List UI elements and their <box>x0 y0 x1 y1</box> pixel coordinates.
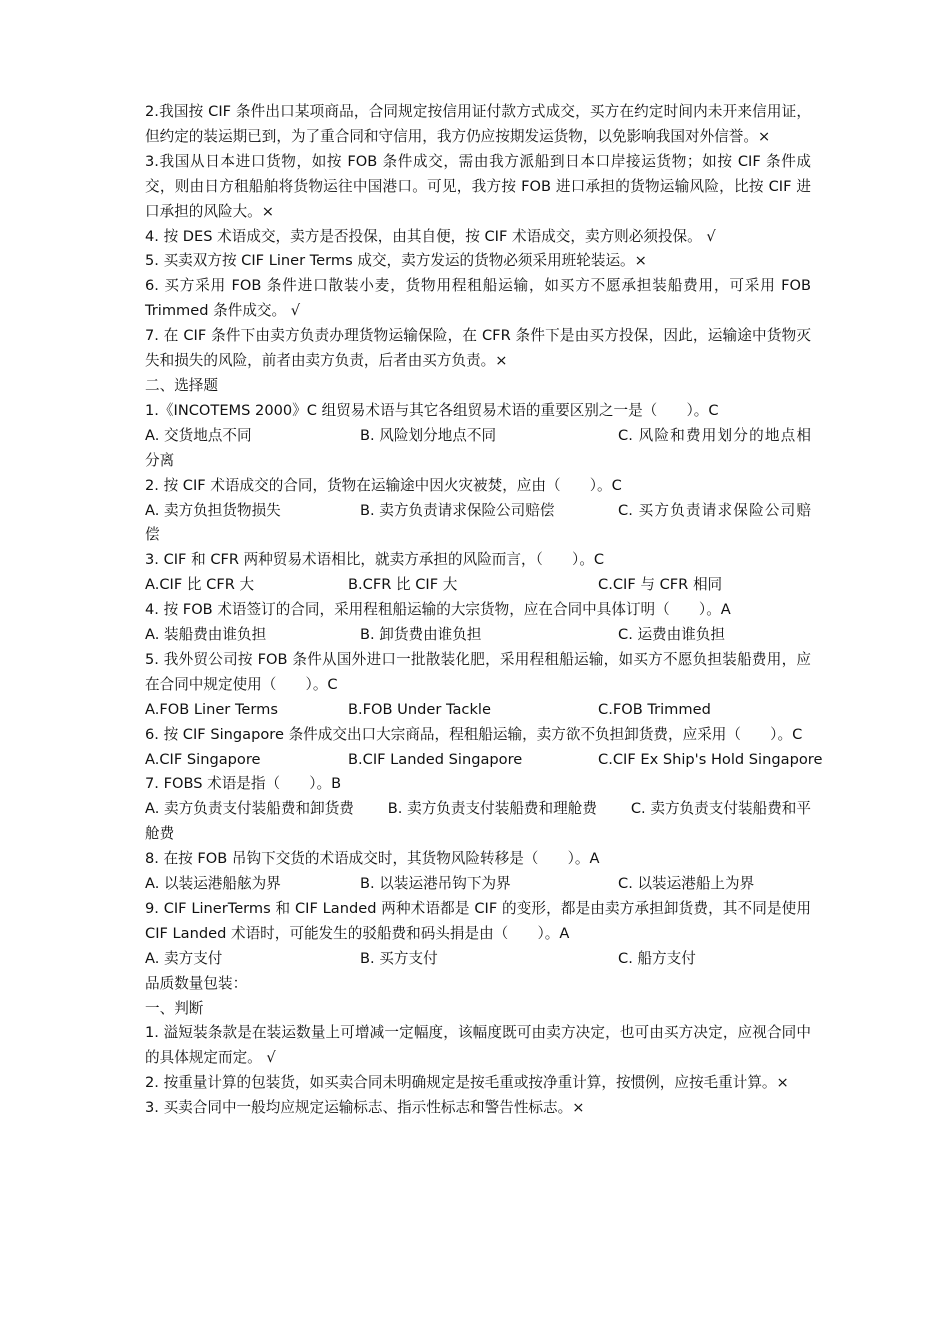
choice-question-3: 3. CIF 和 CFR 两种贸易术语相比，就卖方承担的风险而言，（ ）。C <box>145 551 605 569</box>
choice-options-5 <box>145 698 811 723</box>
choice-option: A. 装船费由谁负担 <box>145 626 267 644</box>
choice-options-8 <box>145 872 811 897</box>
choice-option: C.CIF Ex Ship's Hold Singapore <box>598 750 823 768</box>
choice-option: B.FOB Under Tackle <box>348 700 491 718</box>
choice-question-6: 6. 按 CIF Singapore 条件成交出口大宗商品，程租船运输，卖方欲不负担卸货费，应采用（ ）。C <box>145 725 803 743</box>
judge-item-5: 5. 买卖双方按 CIF Liner Terms 成交，卖方发运的货物必须采用班轮装运。× <box>145 252 647 270</box>
choice-option: C. 卖方负责支付装船费和平舱费 <box>145 800 812 843</box>
judge-item-4: 4. 按 DES 术语成交，卖方是否投保，由其自便，按 CIF 术语成交，卖方则必须投保。 √ <box>145 227 716 245</box>
choice-option: A.FOB Liner Terms <box>145 700 278 718</box>
choice-option: C.FOB Trimmed <box>598 700 711 718</box>
choice-question-8: 8. 在按 FOB 吊钩下交货的术语成交时，其货物风险转移是（ ）。A <box>145 850 600 868</box>
section-heading-judge: 一、判断 <box>145 999 204 1017</box>
quality-judge-item-1: 1. 溢短装条款是在装运数量上可增减一定幅度，该幅度既可由卖方决定，也可由买方决定，应视合同中的具体规定而定。 √ <box>145 1024 811 1067</box>
choice-options-3 <box>145 573 811 598</box>
choice-option: C. 风险和费用划分的地点相分离 <box>145 426 811 469</box>
choice-option: B.CFR 比 CIF 大 <box>348 576 458 594</box>
choice-options-6 <box>145 748 823 773</box>
choice-options-9 <box>145 947 811 972</box>
judge-item-6: 6. 买方采用 FOB 条件进口散装小麦，货物用程租船运输，如买方不愿承担装船费用，可采用 FOB Trimmed 条件成交。 √ <box>145 277 811 320</box>
choice-option: A. 卖方负担货物损失 <box>145 501 281 519</box>
choice-option: A.CIF Singapore <box>145 750 261 768</box>
choice-option: B. 卖方负责支付装船费和理舱费 <box>387 800 597 818</box>
section-heading-choice: 二、选择题 <box>145 376 218 394</box>
choice-option: A.CIF 比 CFR 大 <box>145 576 255 594</box>
choice-option: C. 船方支付 <box>618 949 696 967</box>
choice-option: B. 风险划分地点不同 <box>360 426 497 444</box>
choice-options-7 <box>145 797 811 847</box>
choice-option: A. 交货地点不同 <box>145 426 252 444</box>
choice-option: C. 以装运港船上为界 <box>618 875 755 893</box>
judge-item-2: 2.我国按 CIF 条件出口某项商品，合同规定按信用证付款方式成交，买方在约定时间内未开来信用证，但约定的装运期已到，为了重合同和守信用，我方仍应按期发运货物，以免影响我国对外信誉。× <box>145 103 811 145</box>
choice-question-1: 1.《INCOTEMS 2000》C 组贸易术语与其它各组贸易术语的重要区别之一是（ ）。C <box>145 401 719 419</box>
choice-question-5: 5. 我外贸公司按 FOB 条件从国外进口一批散装化肥，采用程租船运输，如买方不愿负担装船费用，应在合同中规定使用（ ）。C <box>145 650 811 693</box>
choice-question-4: 4. 按 FOB 术语签订的合同，采用程租船运输的大宗货物，应在合同中具体订明（ ）。A <box>145 601 731 619</box>
quality-judge-item-2: 2. 按重量计算的包装货，如买卖合同未明确规定是按毛重或按净重计算，按惯例，应按毛重计算。× <box>145 1074 789 1092</box>
choice-option: B.CIF Landed Singapore <box>348 750 523 768</box>
judge-item-3: 3.我国从日本进口货物，如按 FOB 条件成交，需由我方派船到日本口岸接运货物；如按 CIF 条件成交，则由日方租船舶将货物运往中国港口。可见，我方按 FOB 进口承担的货物运输风险，比按 CIF 进口承担的风险大。× <box>145 152 811 220</box>
choice-option: B. 买方支付 <box>360 949 438 967</box>
choice-question-9: 9. CIF LinerTerms 和 CIF Landed 两种术语都是 CIF 的变形，都是由卖方承担卸货费，其不同是使用 CIF Landed 术语时，可能发生的驳船费和码头捐是由（ ）。A <box>145 899 811 942</box>
choice-option: B. 卸货费由谁负担 <box>360 626 482 644</box>
choice-options-2 <box>145 499 811 549</box>
choice-option: B. 卖方负责请求保险公司赔偿 <box>360 501 555 519</box>
choice-question-7: 7. FOBS 术语是指（ ）。B <box>145 775 342 793</box>
section-heading-quality: 品质数量包装： <box>145 974 248 992</box>
quality-judge-item-3: 3. 买卖合同中一般均应规定运输标志、指示性标志和警告性标志。× <box>145 1099 585 1117</box>
choice-option: A. 卖方支付 <box>145 949 223 967</box>
choice-options-1 <box>145 424 811 474</box>
choice-option: A. 以装运港船舷为界 <box>145 875 281 893</box>
choice-option: A. 卖方负责支付装船费和卸货费 <box>145 800 354 818</box>
choice-option: C. 运费由谁负担 <box>618 626 726 644</box>
choice-options-4 <box>145 623 811 648</box>
judge-item-7: 7. 在 CIF 条件下由卖方负责办理货物运输保险，在 CFR 条件下是由买方投保，因此，运输途中货物灭失和损失的风险，前者由卖方负责，后者由买方负责。× <box>145 327 811 370</box>
choice-question-2: 2. 按 CIF 术语成交的合同，货物在运输途中因火灾被焚，应由（ ）。C <box>145 476 622 494</box>
choice-option: C. 买方负责请求保险公司赔偿 <box>145 501 811 544</box>
choice-option: B. 以装运港吊钩下为界 <box>360 875 511 893</box>
document-body <box>145 100 823 1121</box>
choice-option: C.CIF 与 CFR 相同 <box>598 576 723 594</box>
